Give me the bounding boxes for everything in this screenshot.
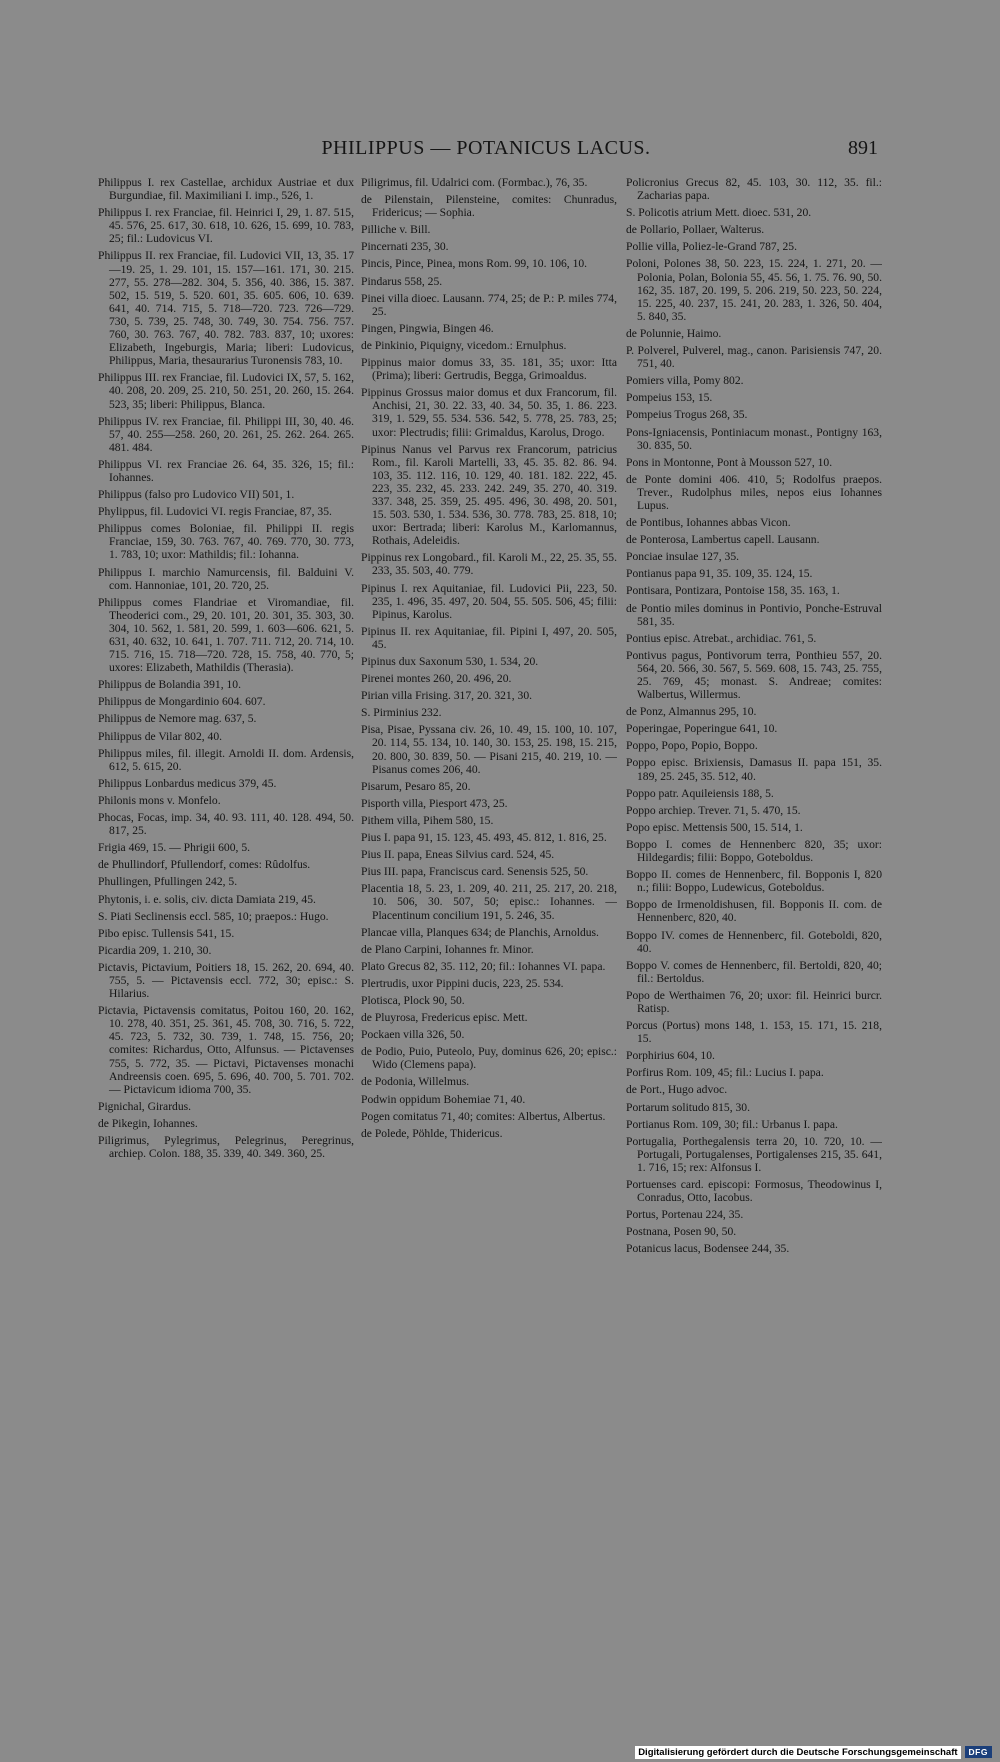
index-entry: Pius III. papa, Franciscus card. Senensis 525, 50.: [361, 865, 589, 879]
index-entry: Pollie villa, Poliez-le-Grand 787, 25.: [626, 240, 797, 254]
index-entry: de Ponte domini 406. 410, 5; Rodolfus praepos. Trever., Rudolphus miles, nepos eius Iohannes Lupus.: [626, 472, 882, 512]
index-entry: Philippus II. rex Franciae, fil. Ludovici VII, 13, 35. 17—19. 25, 1. 29. 101, 15. 157—161. 171, 30. 215. 277, 55. 278—282. 304, 5. 356, 40. 386, 15. 387. 502, 15. 519, 5. 520. 601, 35. 605. 606, 10. 639. 641, 40. 714. 715, 5. 718—720. 723. 726—729. 730, 5. 739, 25. 748, 30. 749, 30. 754. 756. 757. 760, 30. 763. 767, 40. 782. 783. 837, 10; uxores: Elizabeth, Ingeburgis, Maria; liberi: Ludovicus, Philippus, Maria, thesaurarius Turonensis 783, 10.: [98, 249, 354, 368]
index-entry: Pindarus 558, 25.: [361, 274, 443, 288]
index-entry: Pockaen villa 326, 50.: [361, 1028, 465, 1042]
index-entry: Philippus I. rex Castellae, archidux Austriae et dux Burgundiae, fil. Maximiliani I. imp., 526, 1.: [98, 176, 354, 203]
index-entry: Philippus de Vilar 802, 40.: [98, 729, 223, 743]
index-entry: Poppo episc. Brixiensis, Damasus II. papa 151, 35. 189, 25. 245, 35. 512, 40.: [626, 756, 882, 783]
index-entry: Postnana, Posen 90, 50.: [626, 1225, 737, 1239]
index-entry: Pippinus maior domus 33, 35. 181, 35; uxor: Itta (Prima); liberi: Gertrudis, Begga, Grimoaldus.: [361, 356, 617, 383]
index-entry: Popo de Werthaimen 76, 20; uxor: fil. Heinrici burcr. Ratisp.: [626, 988, 882, 1015]
index-entry: Pithem villa, Pihem 580, 15.: [361, 813, 494, 827]
index-entry: Philippus I. marchio Namurcensis, fil. Balduini V. com. Hannoniae, 101, 20. 720, 25.: [98, 565, 354, 592]
index-entry: Phylippus, fil. Ludovici VI. regis Franciae, 87, 35.: [98, 505, 332, 519]
index-entry: Piligrimus, fil. Udalrici com. (Formbac.), 76, 35.: [361, 176, 588, 189]
index-entry: Pibo episc. Tullensis 541, 15.: [98, 926, 235, 940]
index-entry: Boppo IV. comes de Hennenberc, fil. Goteboldi, 820, 40.: [626, 928, 882, 955]
index-entry: Plancae villa, Planques 634; de Planchis, Arnoldus.: [361, 925, 599, 939]
index-entry: Frigia 469, 15. — Phrigii 600, 5.: [98, 841, 251, 855]
index-column-left: [98, 176, 354, 1686]
index-entry: Pompeius Trogus 268, 35.: [626, 408, 748, 422]
page-title: PHILIPPUS — POTANICUS LACUS.: [321, 137, 651, 159]
index-entry: Pippinus Grossus maior domus et dux Francorum, fil. Anchisi, 21, 30. 22. 33, 40. 34, 50. 35, 1. 86. 223. 319, 1. 529, 55. 534. 536. 542, 5. 778, 25. 783, 25; uxor: Plectrudis; filii: Grimaldus, Karolus, Drogo.: [361, 386, 617, 439]
index-entry: Philippus de Nemore mag. 637, 5.: [98, 712, 257, 726]
index-entry: de Podonia, Willelmus.: [361, 1075, 470, 1089]
index-entry: Portianus Rom. 109, 30; fil.: Urbanus I. papa.: [626, 1117, 838, 1131]
index-entry: Boppo V. comes de Hennenberc, fil. Bertoldi, 820, 40; fil.: Bertoldus.: [626, 958, 882, 985]
funding-note: Digitalisierung gefördert durch die Deutsche Forschungsgemeinschaft: [635, 1746, 960, 1759]
index-entry: Boppo I. comes de Hennenberc 820, 35; uxor: Hildegardis; filii: Boppo, Goteboldus.: [626, 837, 882, 865]
index-entry: Porphirius 604, 10.: [626, 1049, 715, 1063]
dfg-logo-icon: DFG: [965, 1746, 992, 1758]
index-entry: Plotisca, Plock 90, 50.: [361, 993, 465, 1007]
index-entry: de Pilenstain, Pilensteine, comites: Chunradus, Fridericus; — Sophia.: [361, 193, 617, 220]
index-entry: Philonis mons v. Monfelo.: [98, 793, 221, 807]
index-entry: de Ponterosa, Lambertus capell. Lausann.: [626, 533, 820, 547]
index-entry: Philippus I. rex Franciae, fil. Heinrici I, 29, 1. 87. 515, 45. 576, 25. 617, 30. 618, 10. 626, 15. 699, 10. 783, 25; fil.: Ludovicus VI.: [98, 206, 354, 246]
index-entry: de Pikegin, Iohannes.: [98, 1116, 198, 1130]
index-entry: de Port., Hugo advoc.: [626, 1083, 728, 1097]
index-entry: Pomiers villa, Pomy 802.: [626, 374, 744, 388]
index-entry: Philippus de Bolandia 391, 10.: [98, 678, 241, 692]
index-entry: Pipinus II. rex Aquitaniae, fil. Pipini I, 497, 20. 505, 45.: [361, 624, 617, 651]
index-entry: Pontisara, Pontizara, Pontoise 158, 35. 163, 1.: [626, 584, 840, 598]
index-entry: Pilliche v. Bill.: [361, 223, 431, 237]
index-entry: Pipinus I. rex Aquitaniae, fil. Ludovici Pii, 223, 50. 235, 1. 496, 35. 497, 20. 504, 55. 505. 506, 45; filii: Pipinus, Karolus.: [361, 581, 617, 621]
index-entry: de Plano Carpini, Iohannes fr. Minor.: [361, 942, 534, 956]
index-entry: de Pinkinio, Piquigny, vicedom.: Ernulphus.: [361, 338, 567, 352]
index-entry: Pompeius 153, 15.: [626, 391, 713, 405]
index-entry: de Polede, Pöhlde, Thidericus.: [361, 1126, 503, 1140]
index-entry: Philippus de Mongardinio 604. 607.: [98, 695, 266, 709]
index-entry: Poppo patr. Aquileiensis 188, 5.: [626, 786, 774, 800]
index-column-middle: [361, 176, 617, 1686]
index-entry: Ponciae insulae 127, 35.: [626, 550, 740, 564]
index-entry: Portuenses card. episcopi: Formosus, Theodowinus I, Conradus, Otto, Iacobus.: [626, 1178, 882, 1205]
index-entry: Phocas, Focas, imp. 34, 40. 93. 111, 40. 128. 494, 50. 817, 25.: [98, 811, 354, 838]
index-entry: de Pollario, Pollaer, Walterus.: [626, 223, 765, 237]
index-entry: S. Policotis atrium Mett. dioec. 531, 20.: [626, 206, 812, 220]
index-entry: Pipinus Nanus vel Parvus rex Francorum, patricius Rom., fil. Karoli Martelli, 33, 45. 35. 82. 86. 94. 103, 35. 112. 116, 10. 129, 40. 181. 182. 222, 45. 223, 35. 232, 45. 233. 242. 249, 35. 270, 40. 319. 337. 348, 25. 359, 25. 495. 496, 30. 498, 20. 501, 15. 503. 530, 1. 534. 536, 30. 778. 783, 25. 818, 10; uxor: Bertrada; liberi: Karolus M., Karlomannus, Rothais, Adeleidis.: [361, 442, 617, 548]
index-entry: Pontius episc. Atrebat., archidiac. 761, 5.: [626, 631, 817, 645]
index-entry: Poloni, Polones 38, 50. 223, 15. 224, 1. 271, 20. — Polonia, Polan, Bolonia 55, 45. 56, 1. 75. 76. 90, 50. 162, 35. 187, 20. 199, 5. 206. 219, 50. 223, 50. 224, 15. 225, 40. 237, 15. 241, 20. 283, 1. 326, 50. 404, 5. 840, 35.: [626, 257, 882, 323]
index-entry: Pippinus rex Longobard., fil. Karoli M., 22, 25. 35, 55. 233, 35. 503, 40. 779.: [361, 551, 617, 578]
index-entry: Phullingen, Pfullingen 242, 5.: [98, 875, 238, 889]
index-entry: Policronius Grecus 82, 45. 103, 30. 112, 35. fil.: Zacharias papa.: [626, 176, 882, 203]
index-entry: Pignichal, Girardus.: [98, 1099, 192, 1113]
index-entry: Philippus comes Boloniae, fil. Philippi II. regis Franciae, 159, 30. 763. 767, 40. 769. 770, 30. 773, 1. 783, 10; uxor: Mathildis; fil.: Iohanna.: [98, 522, 354, 562]
index-entry: S. Piati Seclinensis eccl. 585, 10; praepos.: Hugo.: [98, 909, 329, 923]
index-entry: Plertrudis, uxor Pippini ducis, 223, 25. 534.: [361, 976, 564, 990]
index-entry: Portarum solitudo 815, 30.: [626, 1100, 750, 1114]
index-column-right: [626, 176, 882, 1686]
index-entry: Placentia 18, 5. 23, 1. 209, 40. 211, 25. 217, 20. 218, 10. 506, 30. 507, 50; episc.: Iohannes. — Placentinum concilium 191, 5. 246, 35.: [361, 882, 617, 922]
index-entry: de Phullindorf, Pfullendorf, comes: Rûdolfus.: [98, 858, 311, 872]
index-entry: Pirenei montes 260, 20. 496, 20.: [361, 672, 512, 686]
index-entry: S. Pirminius 232.: [361, 706, 442, 720]
index-entry: de Pluyrosa, Fredericus episc. Mett.: [361, 1011, 528, 1025]
index-entry: Boppo de Irmenoldishusen, fil. Bopponis II. com. de Hennenberc, 820, 40.: [626, 898, 882, 925]
index-entry: Philippus (falso pro Ludovico VII) 501, 1.: [98, 488, 295, 502]
index-entry: Pingen, Pingwia, Bingen 46.: [361, 321, 494, 335]
index-entry: de Podio, Puio, Puteolo, Puy, dominus 626, 20; episc.: Wido (Clemens papa).: [361, 1045, 617, 1072]
index-entry: Porcus (Portus) mons 148, 1. 153, 15. 171, 15. 218, 15.: [626, 1019, 882, 1046]
index-entry: de Pontibus, Iohannes abbas Vicon.: [626, 516, 791, 530]
index-entry: Poppo, Popo, Popio, Boppo.: [626, 739, 758, 753]
index-entry: Poppo archiep. Trever. 71, 5. 470, 15.: [626, 803, 801, 817]
index-entry: P. Polverel, Pulverel, mag., canon. Parisiensis 747, 20. 751, 40.: [626, 344, 882, 371]
index-entry: Portugalia, Porthegalensis terra 20, 10. 720, 10. — Portugali, Portugalenses, Portigalenses 215, 35. 641, 1. 716, 15; rex: Alfonsus I.: [626, 1134, 882, 1174]
index-entry: Pisa, Pisae, Pyssana civ. 26, 10. 49, 15. 100, 10. 107, 20. 114, 55. 134, 10. 140, 30. 153, 25. 198, 15. 215, 20. 800, 30. 839, 50. — Pisani 215, 40. 219, 10. — Pisanus comes 206, 40.: [361, 723, 617, 776]
index-entry: Pirian villa Frising. 317, 20. 321, 30.: [361, 689, 533, 703]
index-entry: Philippus III. rex Franciae, fil. Ludovici IX, 57, 5. 162, 40. 208, 20. 209, 25. 210, 50. 251, 20. 260, 15. 264. 523, 35; liberi: Philippus, Blanca.: [98, 371, 354, 411]
index-entry: Pictavia, Pictavensis comitatus, Poitou 160, 20. 162, 10. 278, 40. 351, 25. 361, 45. 708, 30. 716, 5. 722, 45. 723, 5. 732, 30. 739, 1. 748, 15. 756, 20; comites: Richardus, Otto, Alfunsus. — Pictavenses 755, 5. 772, 35. — Pictavi, Pictavenses monachi Andreensis coen. 695, 5. 696, 40. 700, 5. 701. 702. — Pictavicum idioma 700, 35.: [98, 1004, 354, 1096]
index-columns: [98, 176, 882, 1686]
index-entry: de Polunnie, Haimo.: [626, 326, 722, 340]
index-entry: Piligrimus, Pylegrimus, Pelegrinus, Peregrinus, archiep. Colon. 188, 35. 339, 40. 349. 360, 25.: [98, 1134, 354, 1161]
index-entry: Pons-Igniacensis, Pontiniacum monast., Pontigny 163, 30. 835, 50.: [626, 425, 882, 452]
index-entry: Pinei villa dioec. Lausann. 774, 25; de P.: P. miles 774, 25.: [361, 291, 617, 318]
index-entry: de Ponz, Almannus 295, 10.: [626, 705, 757, 719]
index-entry: Pipinus dux Saxonum 530, 1. 534, 20.: [361, 655, 539, 668]
index-entry: Podwin oppidum Bohemiae 71, 40.: [361, 1092, 526, 1106]
index-entry: Portus, Portenau 224, 35.: [626, 1208, 744, 1222]
index-entry: Pincernati 235, 30.: [361, 240, 449, 254]
index-entry: Picardia 209, 1. 210, 30.: [98, 943, 212, 957]
index-entry: de Pontio miles dominus in Pontivio, Ponche-Estruval 581, 35.: [626, 601, 882, 628]
index-entry: Pontivus pagus, Pontivorum terra, Ponthieu 557, 20. 564, 20. 566, 30. 567, 5. 569. 608, 15. 743, 25. 755, 25. 769, 45; monast. S. Andreae; comites: Walbertus, Willermus.: [626, 648, 882, 702]
index-entry: Philippus comes Flandriae et Viromandiae, fil. Theoderici com., 29, 20. 101, 20. 301, 35. 303, 30. 304, 10. 562, 1. 581, 20. 599, 1. 603—606. 621, 5. 631, 40. 632, 10. 641, 1. 707. 711. 712, 20. 714, 10. 715. 716, 15. 718—720. 728, 15. 758, 40. 770, 5; uxores: Elizabeth, Mathildis (Therasia).: [98, 595, 354, 675]
index-entry: Pisarum, Pesaro 85, 20.: [361, 779, 471, 793]
index-entry: Pictavis, Pictavium, Poitiers 18, 15. 262, 20. 694, 40. 755, 5. — Pictavensis eccl. 772, 30; episc.: S. Hilarius.: [98, 960, 354, 1001]
index-entry: Pius I. papa 91, 15. 123, 45. 493, 45. 812, 1. 816, 25.: [361, 831, 607, 845]
index-entry: Popo episc. Mettensis 500, 15. 514, 1.: [626, 820, 803, 834]
index-entry: Plato Grecus 82, 35. 112, 20; fil.: Iohannes VI. papa.: [361, 959, 606, 973]
index-entry: Pius II. papa, Eneas Silvius card. 524, 45.: [361, 848, 555, 862]
index-entry: Philippus miles, fil. illegit. Arnoldi II. dom. Ardensis, 612, 5. 615, 20.: [98, 746, 354, 773]
index-entry: Philippus IV. rex Franciae, fil. Philippi III, 30, 40. 46. 57, 40. 255—258. 260, 20. 261, 25. 262. 264. 265. 481. 484.: [98, 414, 354, 454]
index-entry: Pogen comitatus 71, 40; comites: Albertus, Albertus.: [361, 1109, 606, 1123]
page-header: [96, 137, 876, 165]
index-entry: Porfirus Rom. 109, 45; fil.: Lucius I. papa.: [626, 1066, 824, 1080]
index-entry: Potanicus lacus, Bodensee 244, 35.: [626, 1242, 790, 1256]
index-entry: Pontianus papa 91, 35. 109, 35. 124, 15.: [626, 567, 813, 581]
footer-credit: [635, 1744, 992, 1760]
index-entry: Philippus Lonbardus medicus 379, 45.: [98, 776, 277, 790]
index-entry: Pisporth villa, Piesport 473, 25.: [361, 796, 508, 810]
index-entry: Pincis, Pince, Pinea, mons Rom. 99, 10. 106, 10.: [361, 257, 588, 271]
index-entry: Pons in Montonne, Pont à Mousson 527, 10.: [626, 455, 833, 469]
index-entry: Boppo II. comes de Hennenberc, fil. Bopponis I, 820 n.; filii: Boppo, Ludewicus, Goteboldus.: [626, 868, 882, 895]
index-entry: Philippus VI. rex Franciae 26. 64, 35. 326, 15; fil.: Iohannes.: [98, 457, 354, 484]
index-entry: Phytonis, i. e. solis, civ. dicta Damiata 219, 45.: [98, 892, 316, 906]
index-entry: Poperingae, Poperingue 641, 10.: [626, 722, 778, 736]
page-number: 891: [848, 137, 878, 159]
